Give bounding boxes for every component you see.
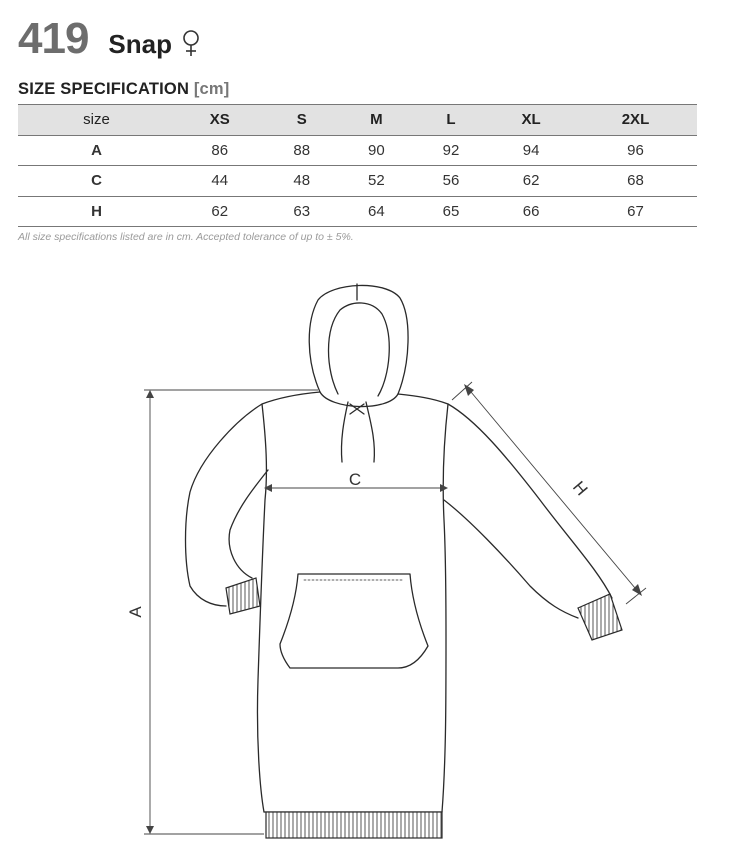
size-spec-title-text: SIZE SPECIFICATION <box>18 80 190 98</box>
left-cuff <box>226 578 260 614</box>
table-cell: 96 <box>574 135 697 166</box>
size-spec-unit: [cm] <box>193 80 230 98</box>
table-cell: 92 <box>414 135 489 166</box>
size-col-header: M <box>339 105 414 136</box>
table-cell: 86 <box>175 135 264 166</box>
drawstring-knot <box>350 404 364 414</box>
body-left-side <box>257 392 320 812</box>
table-cell: 56 <box>414 166 489 197</box>
table-cell: 62 <box>175 196 264 227</box>
dim-a-label: A <box>126 606 145 618</box>
table-cell: 88 <box>264 135 339 166</box>
dim-a-arrow-bottom <box>146 826 154 834</box>
right-sleeve <box>448 404 612 598</box>
hem-rib <box>266 812 442 838</box>
neckline <box>320 392 398 407</box>
table-cell: 67 <box>574 196 697 227</box>
tolerance-note: All size specifications listed are in cm. Accepted tolerance of up to ± 5%. <box>18 231 354 243</box>
table-cell: 62 <box>488 166 574 197</box>
pocket <box>280 574 428 668</box>
body-right-side <box>398 394 448 812</box>
drawstring-right <box>366 402 374 462</box>
dim-c-arrow-right <box>440 484 448 492</box>
size-col-header: L <box>414 105 489 136</box>
table-cell: 65 <box>414 196 489 227</box>
table-cell: 63 <box>264 196 339 227</box>
table-cell: 68 <box>574 166 697 197</box>
row-label: C <box>18 166 175 197</box>
table-cell: 66 <box>488 196 574 227</box>
drawstring-left <box>341 402 348 462</box>
product-name: Snap <box>108 29 172 59</box>
size-header-label: size <box>18 105 175 136</box>
size-col-header: 2XL <box>574 105 697 136</box>
dim-a-arrow-top <box>146 390 154 398</box>
dim-c-label: C <box>348 470 362 489</box>
dim-h-label: H <box>568 477 592 500</box>
table-cell: 94 <box>488 135 574 166</box>
table-cell: 44 <box>175 166 264 197</box>
size-col-header: XL <box>488 105 574 136</box>
left-sleeve <box>186 404 263 606</box>
size-col-header: XS <box>175 105 264 136</box>
dim-h-line <box>466 386 640 594</box>
right-sleeve-inner <box>444 500 578 618</box>
table-cell: 52 <box>339 166 414 197</box>
right-cuff <box>578 594 622 640</box>
table-cell: 64 <box>339 196 414 227</box>
table-cell: 90 <box>339 135 414 166</box>
size-col-header: S <box>264 105 339 136</box>
row-label: A <box>18 135 175 166</box>
product-code: 419 <box>18 14 89 63</box>
table-cell: 48 <box>264 166 339 197</box>
row-label: H <box>18 196 175 227</box>
hood-opening <box>329 303 390 396</box>
hood-outline <box>309 285 408 394</box>
